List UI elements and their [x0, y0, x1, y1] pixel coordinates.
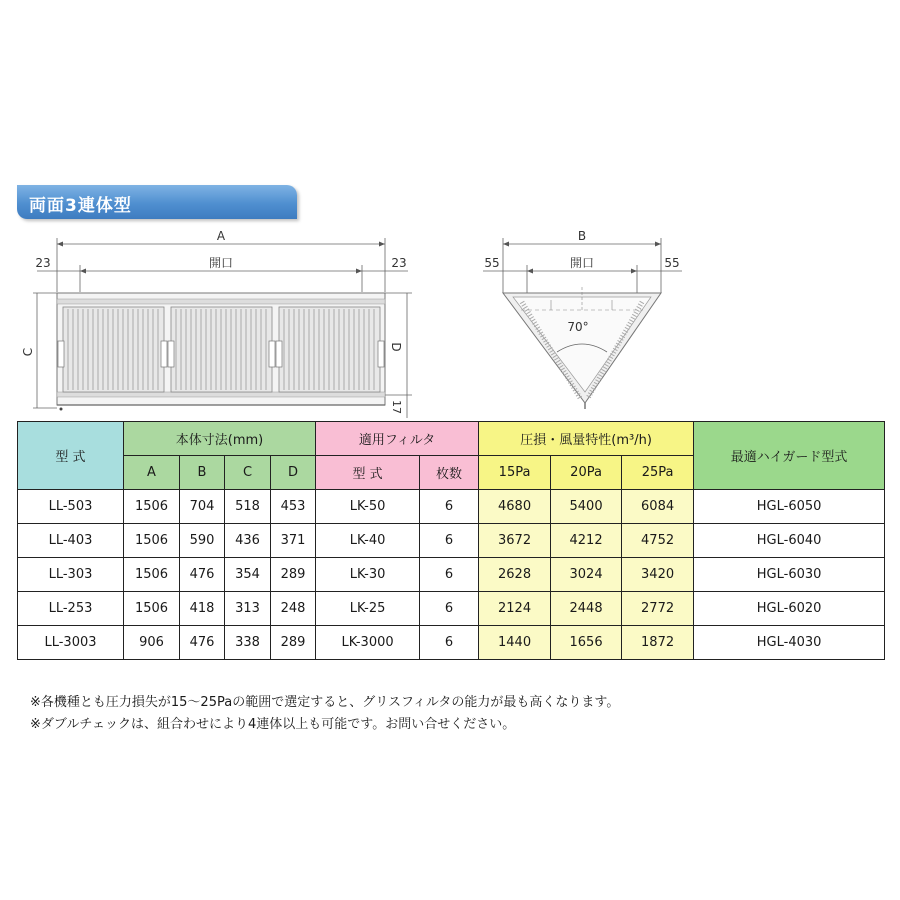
header-col-b: B: [180, 456, 225, 490]
cell-15pa: 3672: [479, 524, 551, 558]
header-filter-count: 枚数: [420, 456, 479, 490]
cell-filter: LK-40: [316, 524, 420, 558]
dim-b-label: B: [577, 229, 587, 243]
header-25pa: 25Pa: [622, 456, 694, 490]
header-hgl: 最適ハイガード型式: [694, 422, 885, 490]
cell-b: 476: [180, 626, 225, 660]
cell-25pa: 1872: [622, 626, 694, 660]
header-model: 型 式: [18, 422, 124, 490]
header-filter: 適用フィルタ: [316, 422, 479, 456]
cell-d: 289: [271, 626, 316, 660]
cell-filter: LK-50: [316, 490, 420, 524]
dim-17-label: 17: [390, 400, 403, 414]
side-margin-right: 55: [664, 256, 680, 270]
side-view-body: [503, 287, 661, 409]
cell-b: 704: [180, 490, 225, 524]
cell-model: LL-503: [18, 490, 124, 524]
cell-model: LL-303: [18, 558, 124, 592]
cell-a: 906: [124, 626, 180, 660]
cell-25pa: 4752: [622, 524, 694, 558]
header-filter-model: 型 式: [316, 456, 420, 490]
header-col-d: D: [271, 456, 316, 490]
table-row: [18, 524, 885, 558]
cell-a: 1506: [124, 490, 180, 524]
cell-model: LL-253: [18, 592, 124, 626]
cell-a: 1506: [124, 558, 180, 592]
cell-c: 436: [225, 524, 271, 558]
dim-a-label: A: [216, 229, 226, 243]
side-margin-left: 55: [484, 256, 500, 270]
cell-20pa: 3024: [551, 558, 622, 592]
cell-a: 1506: [124, 524, 180, 558]
cell-15pa: 1440: [479, 626, 551, 660]
cell-d: 248: [271, 592, 316, 626]
cell-hgl: HGL-4030: [694, 626, 885, 660]
cell-hgl: HGL-6020: [694, 592, 885, 626]
table-header-row: [18, 422, 885, 456]
dim-d-label: D: [389, 342, 403, 352]
note-double-check: ※ダブルチェックは、組合わせにより4連体以上も可能です。お問い合せください。: [30, 717, 516, 732]
cell-a: 1506: [124, 592, 180, 626]
front-margin-left: 23: [35, 256, 51, 270]
cell-20pa: 2448: [551, 592, 622, 626]
cell-model: LL-403: [18, 524, 124, 558]
cell-c: 518: [225, 490, 271, 524]
notes: [30, 692, 619, 736]
cell-15pa: 2628: [479, 558, 551, 592]
table-row: [18, 592, 885, 626]
header-15pa: 15Pa: [479, 456, 551, 490]
note-pressure: ※各機種とも圧力損失が15～25Paの範囲で選定すると、グリスフィルタの能力が最も高くなります。: [30, 695, 620, 710]
cell-c: 354: [225, 558, 271, 592]
cell-15pa: 4680: [479, 490, 551, 524]
cell-c: 313: [225, 592, 271, 626]
cell-25pa: 3420: [622, 558, 694, 592]
side-opening-label: 開口: [569, 256, 595, 270]
cell-25pa: 6084: [622, 490, 694, 524]
cell-c: 338: [225, 626, 271, 660]
cell-count: 6: [420, 490, 479, 524]
cell-model: LL-3003: [18, 626, 124, 660]
cell-20pa: 5400: [551, 490, 622, 524]
front-view-body: [57, 293, 385, 411]
cell-15pa: 2124: [479, 592, 551, 626]
table-row: [18, 490, 885, 524]
cell-hgl: HGL-6030: [694, 558, 885, 592]
cell-d: 453: [271, 490, 316, 524]
cell-20pa: 1656: [551, 626, 622, 660]
table-row: [18, 626, 885, 660]
header-20pa: 20Pa: [551, 456, 622, 490]
cell-b: 476: [180, 558, 225, 592]
cell-count: 6: [420, 592, 479, 626]
cell-b: 418: [180, 592, 225, 626]
front-opening-label: 開口: [208, 256, 234, 270]
cell-d: 371: [271, 524, 316, 558]
header-col-c: C: [225, 456, 271, 490]
table-row: [18, 558, 885, 592]
cell-filter: LK-3000: [316, 626, 420, 660]
cell-count: 6: [420, 524, 479, 558]
cell-25pa: 2772: [622, 592, 694, 626]
cell-count: 6: [420, 626, 479, 660]
cell-b: 590: [180, 524, 225, 558]
cell-hgl: HGL-6040: [694, 524, 885, 558]
cell-20pa: 4212: [551, 524, 622, 558]
front-margin-right: 23: [391, 256, 407, 270]
cell-hgl: HGL-6050: [694, 490, 885, 524]
header-body-dims: 本体寸法(mm): [124, 422, 316, 456]
header-col-a: A: [124, 456, 180, 490]
angle-label: 70°: [567, 320, 589, 334]
cell-filter: LK-30: [316, 558, 420, 592]
spec-table: [17, 421, 885, 660]
technical-drawing: [0, 0, 900, 420]
cell-d: 289: [271, 558, 316, 592]
cell-filter: LK-25: [316, 592, 420, 626]
section-title: 両面3連体型: [29, 196, 132, 216]
cell-count: 6: [420, 558, 479, 592]
header-airflow: 圧損・風量特性(m³/h): [479, 422, 694, 456]
dim-c-label: C: [21, 347, 35, 357]
